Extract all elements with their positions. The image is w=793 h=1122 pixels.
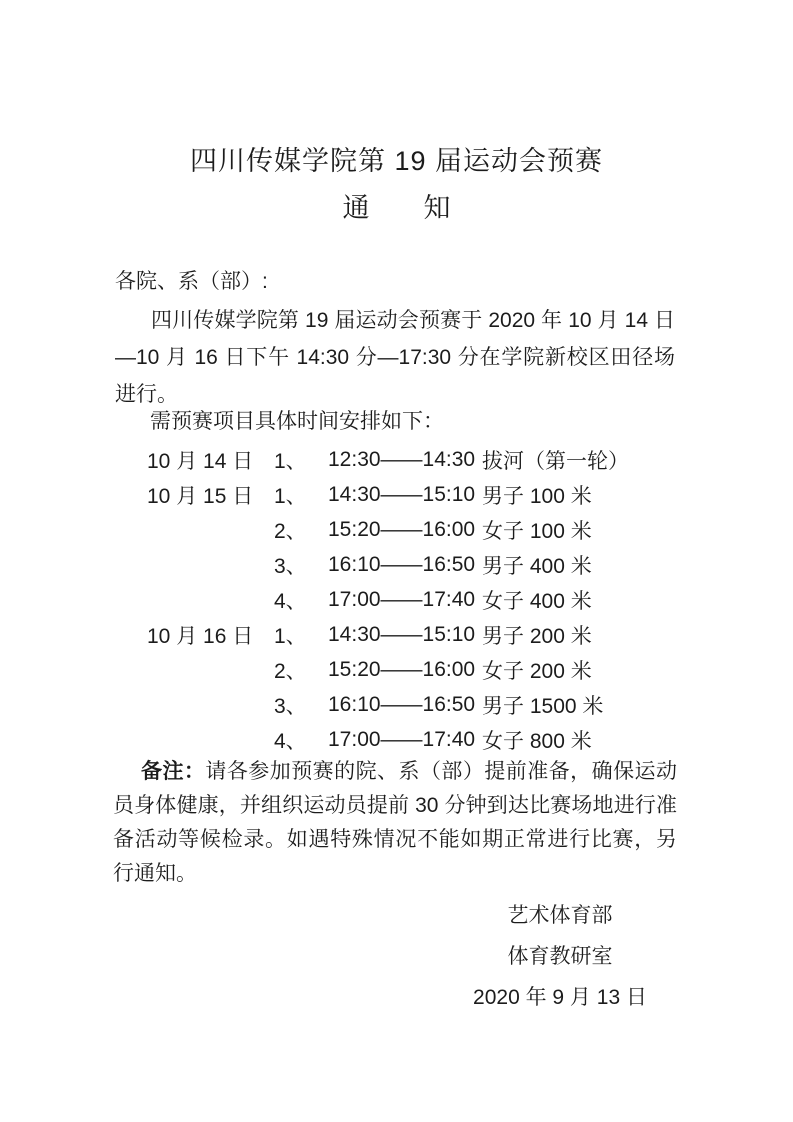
schedule-event: 女子 400 米 bbox=[482, 589, 592, 613]
remarks-text: 请各参加预赛的院、系（部）提前准备，确保运动员身体健康，并组织运动员提前 30 分钟到达比赛场地进行准备活动等候检录。如遇特殊情况不能如期正常进行比赛，另行通知。 bbox=[113, 760, 677, 885]
schedule-date: 10 月 15 日 bbox=[147, 484, 254, 508]
schedule-event: 男子 100 米 bbox=[482, 484, 592, 508]
schedule-time: 16:10——16:50 bbox=[328, 692, 476, 716]
schedule-number: 3、 bbox=[274, 694, 307, 718]
schedule-row bbox=[147, 547, 677, 582]
schedule-event: 女子 200 米 bbox=[482, 659, 592, 683]
schedule-event: 女子 100 米 bbox=[482, 519, 592, 543]
schedule-time: 12:30——14:30 bbox=[328, 447, 476, 471]
signature-department: 艺术体育部 bbox=[507, 904, 613, 927]
signature-date: 2020 年 9 月 13 日 bbox=[473, 986, 647, 1009]
schedule-number: 1、 bbox=[274, 484, 307, 508]
schedule-time: 17:00——17:40 bbox=[328, 587, 476, 611]
schedule-row bbox=[147, 652, 677, 687]
remarks-paragraph bbox=[113, 755, 677, 891]
schedule-number: 1、 bbox=[274, 624, 307, 648]
schedule-time: 14:30——15:10 bbox=[328, 482, 476, 506]
schedule-row bbox=[147, 512, 677, 547]
intro-paragraph: 四川传媒学院第 19 届运动会预赛于 2020 年 10 月 14 日—10 月 16 日下午 14:30 分—17:30 分在学院新校区田径场进行。 bbox=[115, 309, 675, 406]
notice-subtitle: 通 知 bbox=[342, 193, 451, 223]
schedule-event: 女子 800 米 bbox=[482, 729, 592, 753]
schedule-number: 4、 bbox=[274, 729, 307, 753]
signature-office: 体育教研室 bbox=[507, 945, 613, 968]
signature-block bbox=[380, 895, 740, 1018]
schedule-row bbox=[147, 617, 677, 652]
notice-title: 四川传媒学院第 19 届运动会预赛 bbox=[189, 146, 604, 176]
schedule-row bbox=[147, 722, 677, 757]
schedule-row bbox=[147, 687, 677, 722]
schedule-number: 2、 bbox=[274, 659, 307, 683]
remarks-label: 备注： bbox=[141, 760, 206, 783]
schedule-event: 男子 1500 米 bbox=[482, 694, 604, 718]
schedule-number: 4、 bbox=[274, 589, 307, 613]
schedule-time: 16:10——16:50 bbox=[328, 552, 476, 576]
schedule-row bbox=[147, 582, 677, 617]
schedule-time: 14:30——15:10 bbox=[328, 622, 476, 646]
schedule-row bbox=[147, 442, 677, 477]
schedule-date: 10 月 16 日 bbox=[147, 624, 254, 648]
salutation: 各院、系（部）: bbox=[115, 270, 268, 293]
schedule-event: 拔河（第一轮） bbox=[482, 449, 629, 473]
schedule-time: 17:00——17:40 bbox=[328, 727, 476, 751]
schedule-time: 15:20——16:00 bbox=[328, 657, 476, 681]
schedule-event: 男子 200 米 bbox=[482, 624, 592, 648]
schedule-event: 男子 400 米 bbox=[482, 554, 592, 578]
schedule-date: 10 月 14 日 bbox=[147, 449, 254, 473]
schedule-row bbox=[147, 477, 677, 512]
schedule-number: 1、 bbox=[274, 449, 307, 473]
schedule-list bbox=[147, 442, 677, 757]
schedule-number: 2、 bbox=[274, 519, 307, 543]
schedule-number: 3、 bbox=[274, 554, 307, 578]
schedule-time: 15:20——16:00 bbox=[328, 517, 476, 541]
schedule-heading: 需预赛项目具体时间安排如下： bbox=[150, 410, 444, 433]
